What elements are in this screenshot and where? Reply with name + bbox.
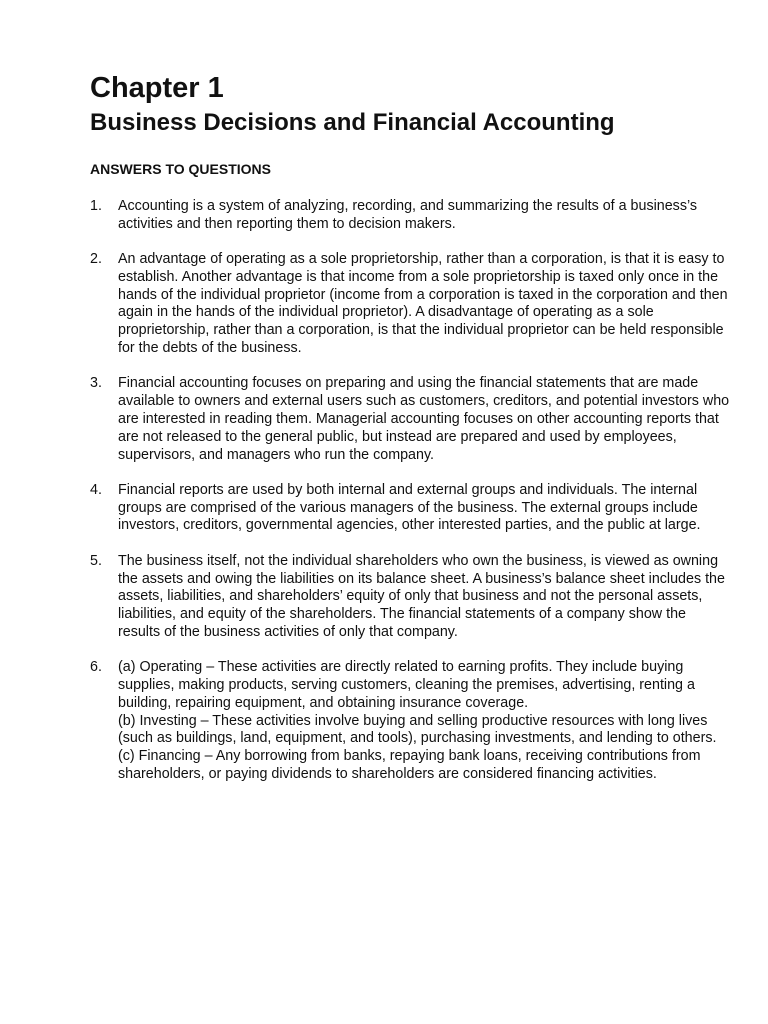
answer-item-6 — [90, 659, 730, 784]
answer-part-financing: (c) Financing – Any borrowing from banks, repaying bank loans, receiving contributions from shareholders, or paying dividends to shareholders are considered financing activities. — [118, 748, 701, 783]
answer-text — [118, 659, 730, 784]
answer-text: An advantage of operating as a sole proprietorship, rather than a corporation, is that it is easy to establish. Another advantage is that income from a sole proprietorship is taxed only once in the hands of the individual proprietor (income from a corporation is taxed in the corporation and then again in the hands of the individual proprietor). A disadvantage of operating as a sole proprietorship, rather than a corporation, is that the individual proprietor can be held responsible for the debts of the business. — [118, 251, 728, 357]
answer-number: 3. — [90, 375, 102, 392]
answer-text: Financial reports are used by both internal and external groups and individuals. The internal groups are comprised of the various managers of the business. The external groups include investors, creditors, governmental agencies, other interested parties, and the public at large. — [118, 481, 701, 534]
answer-text: Accounting is a system of analyzing, recording, and summarizing the results of a business’s activities and then reporting them to decision makers. — [118, 198, 698, 232]
chapter-subtitle: Business Decisions and Financial Accounting — [90, 109, 615, 136]
answer-item-4 — [90, 482, 730, 535]
answer-item-1 — [90, 198, 730, 234]
section-heading: ANSWERS TO QUESTIONS — [90, 161, 271, 177]
answer-number: 6. — [90, 659, 102, 676]
chapter-title: Chapter 1 — [90, 72, 224, 104]
answer-item-3 — [90, 375, 730, 464]
answer-text: Financial accounting focuses on preparing and using the financial statements that are made available to owners and external users such as customers, creditors, and potential investors who are interested in reading them. Managerial accounting focuses on other accounting reports that are not released to the general public, but instead are prepared and used by employees, supervisors, and managers who run the company. — [118, 375, 730, 463]
answer-number: 1. — [90, 198, 102, 214]
answer-number: 4. — [90, 481, 102, 498]
document-page — [90, 70, 730, 801]
answer-number: 2. — [90, 251, 102, 268]
answer-text: The business itself, not the individual shareholders who own the business, is viewed as owning the assets and owing the liabilities on its balance sheet. A business’s balance sheet includes the assets, liabilities, and shareholders’ equity of only that business and not the personal assets, liabilities, and equity of the shareholders. The financial statements of a company show the results of the business activities of only that company. — [118, 552, 725, 640]
answer-part-investing: (b) Investing – These activities involve buying and selling productive resources with long lives (such as buildings, land, equipment, and tools), purchasing investments, and lending to others. — [118, 712, 717, 747]
answer-part-operating: (a) Operating – These activities are directly related to earning profits. They include buying supplies, making products, serving customers, cleaning the premises, advertising, renting a building, repairing equipment, and obtaining insurance coverage. — [118, 659, 695, 711]
answer-item-5 — [90, 553, 730, 642]
answers-list — [90, 198, 730, 784]
answer-number: 5. — [90, 552, 102, 569]
answer-item-2 — [90, 251, 730, 358]
